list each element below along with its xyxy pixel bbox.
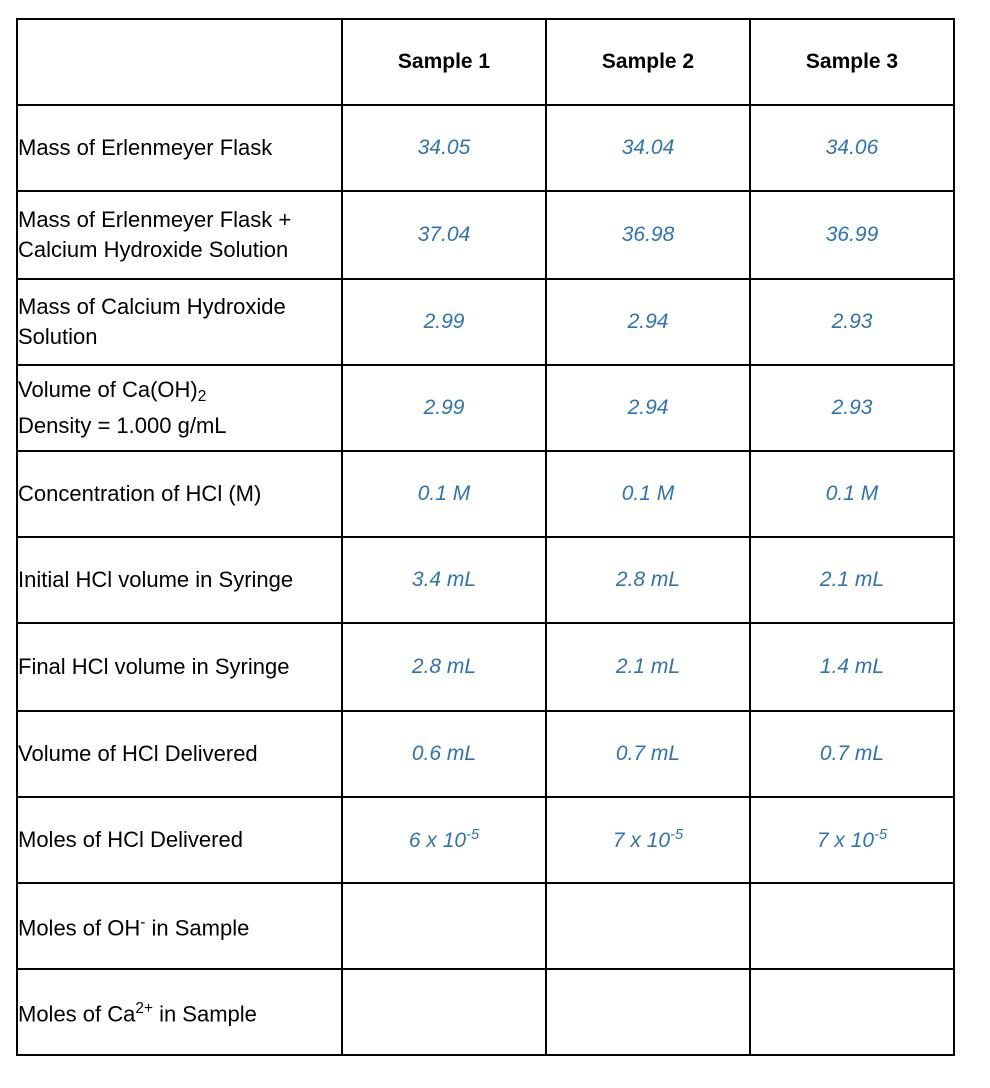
table-wrapper bbox=[16, 18, 955, 1056]
cell-value: 2.99 bbox=[342, 365, 546, 451]
table-row bbox=[17, 537, 954, 623]
empty-cell[interactable] bbox=[546, 883, 750, 969]
empty-cell[interactable] bbox=[750, 969, 954, 1055]
table-row bbox=[17, 191, 954, 279]
cell-value: 36.99 bbox=[750, 191, 954, 279]
cell-value bbox=[546, 797, 750, 883]
label-text: Volume of Ca(OH) bbox=[18, 376, 198, 402]
cell-value: 2.8 mL bbox=[546, 537, 750, 623]
data-table bbox=[16, 18, 955, 1056]
table-row bbox=[17, 623, 954, 711]
value-base: 7 x 10 bbox=[816, 829, 875, 853]
label-text: Moles of Ca bbox=[18, 1001, 136, 1027]
cell-value: 34.06 bbox=[750, 105, 954, 191]
table-row bbox=[17, 883, 954, 969]
header-empty bbox=[17, 19, 342, 105]
cell-value: 2.8 mL bbox=[342, 623, 546, 711]
cell-value: 3.4 mL bbox=[342, 537, 546, 623]
cell-value: 2.93 bbox=[750, 365, 954, 451]
cell-value: 34.04 bbox=[546, 105, 750, 191]
table-row bbox=[17, 279, 954, 365]
table-row bbox=[17, 797, 954, 883]
cell-value: 34.05 bbox=[342, 105, 546, 191]
table-row bbox=[17, 365, 954, 451]
header-sample-3: Sample 3 bbox=[750, 19, 954, 105]
row-label-moles-hcl-delivered: Moles of HCl Delivered bbox=[17, 797, 342, 883]
label-text: Density = 1.000 g/mL bbox=[18, 413, 227, 439]
value-base: 7 x 10 bbox=[612, 829, 671, 853]
table-row bbox=[17, 969, 954, 1055]
row-label-moles-ca bbox=[17, 969, 342, 1055]
empty-cell[interactable] bbox=[546, 969, 750, 1055]
row-label-mass-flask-solution: Mass of Erlenmeyer Flask + Calcium Hydroxide Solution bbox=[17, 191, 342, 279]
value-base: 6 x 10 bbox=[408, 829, 467, 853]
row-label-mass-flask: Mass of Erlenmeyer Flask bbox=[17, 105, 342, 191]
row-label-initial-hcl: Initial HCl volume in Syringe bbox=[17, 537, 342, 623]
header-sample-1: Sample 1 bbox=[342, 19, 546, 105]
header-sample-2: Sample 2 bbox=[546, 19, 750, 105]
superscript: 2+ bbox=[135, 1000, 153, 1018]
row-label-volume-hcl-delivered: Volume of HCl Delivered bbox=[17, 711, 342, 797]
cell-value: 0.1 M bbox=[546, 451, 750, 537]
cell-value: 0.1 M bbox=[342, 451, 546, 537]
empty-cell[interactable] bbox=[750, 883, 954, 969]
label-text: in Sample bbox=[152, 1001, 257, 1027]
cell-value: 0.6 mL bbox=[342, 711, 546, 797]
cell-value: 2.94 bbox=[546, 279, 750, 365]
table-row bbox=[17, 451, 954, 537]
cell-value: 0.7 mL bbox=[546, 711, 750, 797]
label-text: Moles of OH bbox=[18, 915, 141, 941]
empty-cell[interactable] bbox=[342, 883, 546, 969]
cell-value bbox=[342, 797, 546, 883]
row-label-final-hcl: Final HCl volume in Syringe bbox=[17, 623, 342, 711]
cell-value: 2.94 bbox=[546, 365, 750, 451]
label-text: in Sample bbox=[145, 915, 250, 941]
cell-value: 2.1 mL bbox=[750, 537, 954, 623]
row-label-volume-caoh2 bbox=[17, 365, 342, 451]
cell-value: 2.99 bbox=[342, 279, 546, 365]
empty-cell[interactable] bbox=[342, 969, 546, 1055]
cell-value: 36.98 bbox=[546, 191, 750, 279]
cell-value bbox=[750, 797, 954, 883]
cell-value: 1.4 mL bbox=[750, 623, 954, 711]
table-row bbox=[17, 105, 954, 191]
row-label-moles-oh bbox=[17, 883, 342, 969]
value-exponent: -5 bbox=[466, 826, 480, 843]
cell-value: 2.93 bbox=[750, 279, 954, 365]
cell-value: 37.04 bbox=[342, 191, 546, 279]
row-label-concentration-hcl: Concentration of HCl (M) bbox=[17, 451, 342, 537]
value-exponent: -5 bbox=[670, 826, 684, 843]
table-row bbox=[17, 711, 954, 797]
row-label-mass-solution: Mass of Calcium Hydroxide Solution bbox=[17, 279, 342, 365]
superscript: - bbox=[140, 914, 146, 932]
cell-value: 0.7 mL bbox=[750, 711, 954, 797]
cell-value: 2.1 mL bbox=[546, 623, 750, 711]
subscript: 2 bbox=[197, 387, 207, 405]
value-exponent: -5 bbox=[874, 826, 888, 843]
cell-value: 0.1 M bbox=[750, 451, 954, 537]
